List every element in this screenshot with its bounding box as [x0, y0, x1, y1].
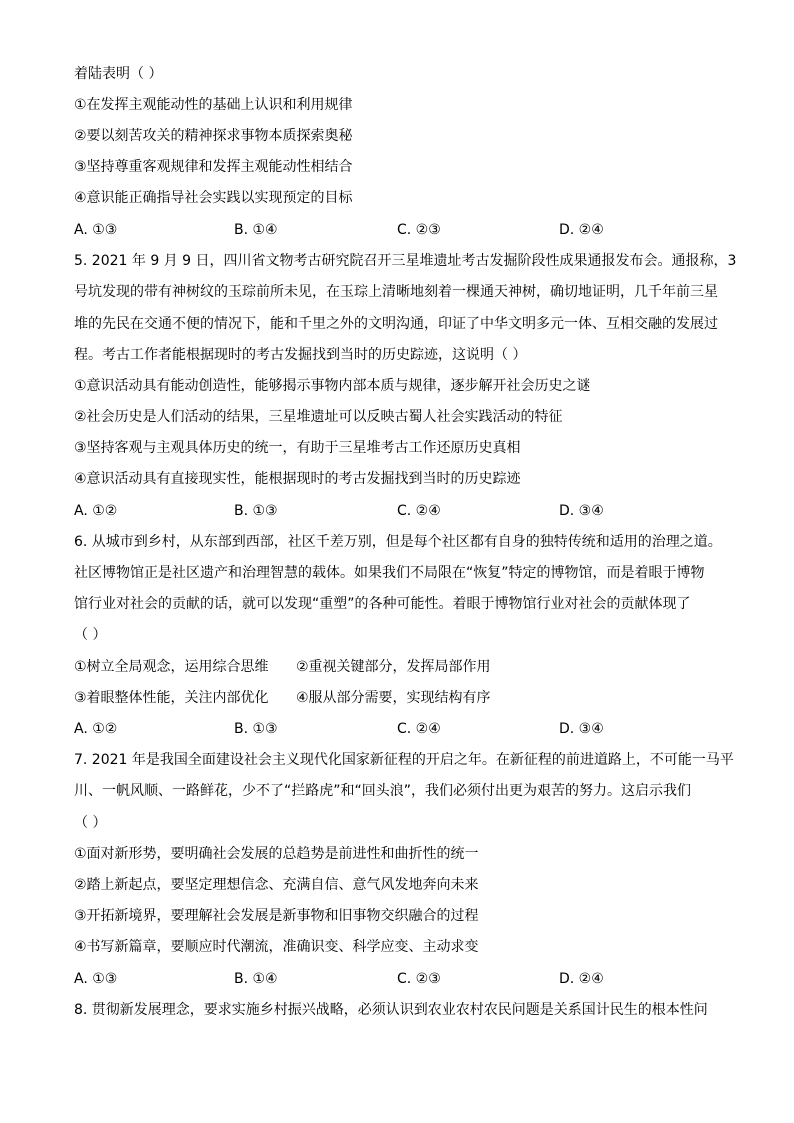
q5-stem-line-2: 号坑发现的带有神树纹的玉琮前所未见，在玉琮上清晰地刻着一棵通天神树，确切地证明，几千年前三星	[74, 284, 718, 300]
q4-option-b[interactable]: B. ①④	[234, 222, 278, 238]
q6-statement-3: ③着眼整体性能，关注内部优化	[74, 690, 269, 706]
q7-stem-line-1: 7. 2021 年是我国全面建设社会主义现代化国家新征程的开启之年。在新征程的前进道路上，不可能一马平	[74, 752, 734, 768]
q6-statements-row-1	[74, 657, 714, 677]
q4-option-d[interactable]: D. ②④	[559, 222, 604, 238]
q6-option-b[interactable]: B. ①③	[234, 721, 278, 737]
q4-statement-4: ④意识能正确指导社会实践以实现预定的目标	[74, 190, 353, 206]
q7-options	[74, 969, 734, 989]
q6-option-a[interactable]: A. ①②	[74, 721, 118, 737]
q5-statement-3: ③坚持客观与主观具体历史的统一，有助于三星堆考古工作还原历史真相	[74, 440, 521, 456]
q4-options	[74, 220, 734, 240]
q7-option-a[interactable]: A. ①③	[74, 971, 118, 987]
q5-stem-line-3: 堆的先民在交通不便的情况下，能和千里之外的文明沟通，印证了中华文明多元一体、互相交融的发展过	[74, 316, 718, 332]
q5-option-b[interactable]: B. ①③	[234, 503, 278, 519]
q6-stem-line-1: 6. 从城市到乡村，从东部到西部，社区千差万别，但是每个社区都有自身的独特传统和适用的治理之道。	[74, 534, 722, 550]
q6-statement-2: ②重视关键部分，发挥局部作用	[296, 659, 491, 675]
q4-statement-1: ①在发挥主观能动性的基础上认识和利用规律	[74, 97, 353, 113]
q7-option-c[interactable]: C. ②③	[397, 971, 441, 987]
q6-stem-line-4: （ ）	[74, 627, 107, 643]
q7-option-b[interactable]: B. ①④	[234, 971, 278, 987]
q4-option-c[interactable]: C. ②③	[397, 222, 441, 238]
q6-statements-row-2	[74, 688, 714, 708]
q4-stem-end: 着陆表明（ ）	[74, 66, 163, 82]
q5-statement-1: ①意识活动具有能动创造性，能够揭示事物内部本质与规律，逐步解开社会历史之谜	[74, 378, 591, 394]
q7-statement-1: ①面对新形势，要明确社会发展的总趋势是前进性和曲折性的统一	[74, 846, 479, 862]
q6-option-c[interactable]: C. ②④	[397, 721, 441, 737]
q6-option-d[interactable]: D. ③④	[559, 721, 604, 737]
q5-option-d[interactable]: D. ③④	[559, 503, 604, 519]
q5-stem-line-4: 程。考古工作者能根据现时的考古发掘找到当时的历史踪迹，这说明（ ）	[74, 347, 527, 363]
q7-statement-4: ④书写新篇章，要顺应时代潮流，准确识变、科学应变、主动求变	[74, 939, 479, 955]
q5-stem-line-1: 5. 2021 年 9 月 9 日，四川省文物考古研究院召开三星堆遗址考古发掘阶段性成果通报发布会。通报称，3	[74, 253, 737, 269]
q8-stem-line-1: 8. 贯彻新发展理念，要求实施乡村振兴战略，必须认识到农业农村农民问题是关系国计民生的根本性问	[74, 1002, 708, 1018]
q6-stem-line-2: 社区博物馆正是社区遗产和治理智慧的载体。如果我们不局限在“恢复”特定的博物馆，而是着眼于博物	[74, 565, 705, 581]
q7-statement-2: ②踏上新起点，要坚定理想信念、充满自信、意气风发地奔向未来	[74, 877, 479, 893]
q5-option-c[interactable]: C. ②④	[397, 503, 441, 519]
q6-options	[74, 719, 734, 739]
q7-option-d[interactable]: D. ②④	[559, 971, 604, 987]
q4-statement-3: ③坚持尊重客观规律和发挥主观能动性相结合	[74, 159, 353, 175]
q6-statement-4: ④服从部分需要，实现结构有序	[296, 690, 491, 706]
q6-statement-1: ①树立全局观念，运用综合思维	[74, 659, 269, 675]
q5-statement-4: ④意识活动具有直接现实性，能根据现时的考古发掘找到当时的历史踪迹	[74, 471, 521, 487]
q7-statement-3: ③开拓新境界，要理解社会发展是新事物和旧事物交织融合的过程	[74, 908, 479, 924]
q4-statement-2: ②要以刻苦攻关的精神探求事物本质探索奥秘	[74, 128, 353, 144]
q6-stem-line-3: 馆行业对社会的贡献的话，就可以发现“重塑”的各种可能性。着眼于博物馆行业对社会的贡献体现了	[74, 596, 691, 612]
q5-options	[74, 501, 734, 521]
q5-option-a[interactable]: A. ①②	[74, 503, 118, 519]
q4-option-a[interactable]: A. ①③	[74, 222, 118, 238]
q7-stem-line-2: 川、一帆风顺、一路鲜花，少不了“拦路虎”和“回头浪”，我们必须付出更为艰苦的努力。这启示我们	[74, 783, 692, 799]
q5-statement-2: ②社会历史是人们活动的结果，三星堆遗址可以反映古蜀人社会实践活动的特征	[74, 409, 563, 425]
q7-stem-line-3: （ ）	[74, 815, 107, 831]
